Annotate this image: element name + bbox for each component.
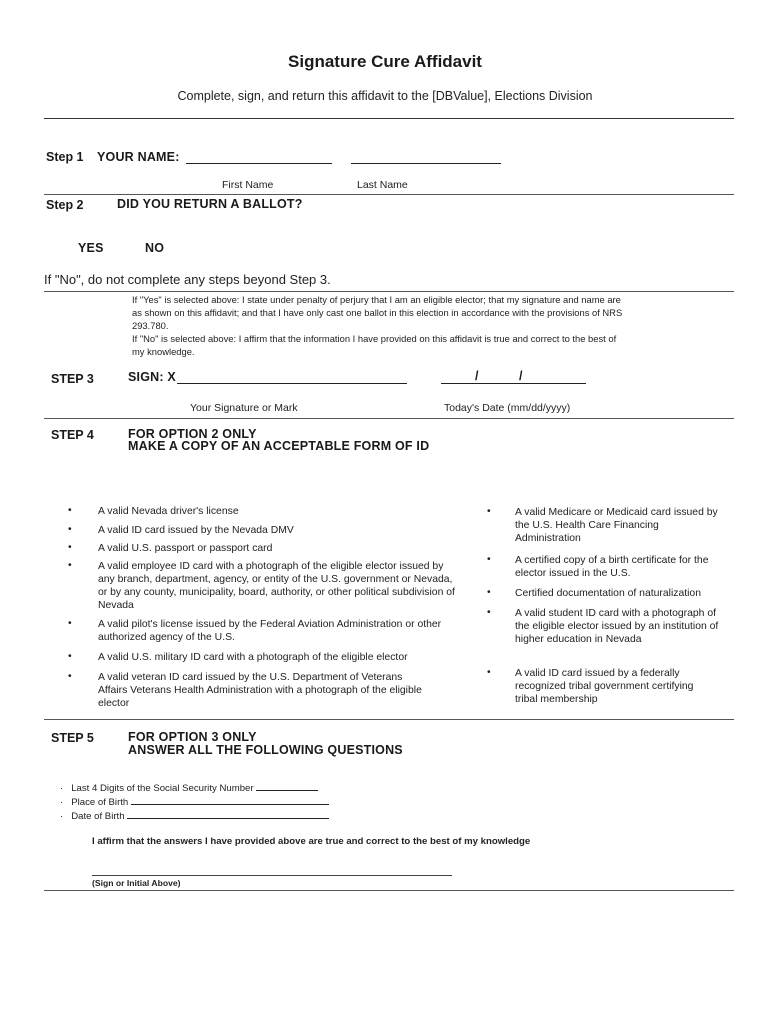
- first-name-label: First Name: [222, 179, 274, 191]
- step5-label: STEP 5: [51, 731, 94, 745]
- question-marker: ·: [60, 811, 64, 822]
- question-marker: ·: [60, 783, 64, 794]
- step2-note: If "No", do not complete any steps beyond Step 3.: [44, 272, 331, 287]
- page-subtitle: Complete, sign, and return this affidavit to the [DBValue], Elections Division: [177, 89, 593, 103]
- question-birthdate: · Date of Birth: [60, 808, 329, 822]
- bullet-icon: •: [487, 587, 491, 598]
- bullet-icon: •: [68, 651, 72, 662]
- last-name-label: Last Name: [357, 179, 408, 191]
- fine-print-line: 293.780.: [132, 320, 169, 331]
- step1-heading: YOUR NAME:: [97, 150, 180, 164]
- bullet-icon: •: [487, 607, 491, 618]
- yes-option[interactable]: YES: [78, 241, 104, 255]
- question-birthplace: · Place of Birth: [60, 794, 329, 808]
- step2-label: Step 2: [46, 198, 84, 212]
- last-name-field[interactable]: [351, 163, 501, 164]
- divider: [44, 890, 734, 891]
- step5-heading-line: ANSWER ALL THE FOLLOWING QUESTIONS: [128, 743, 403, 757]
- bullet-icon: •: [68, 560, 72, 571]
- fine-print: [132, 293, 622, 358]
- fine-print-line: as shown on this affidavit; and that I have only cast one ballot in this election in accordance with the provisions of NRS: [132, 307, 623, 318]
- step4-label: STEP 4: [51, 428, 94, 442]
- step5-heading: [128, 731, 403, 757]
- sign-label: (Sign or Initial Above): [92, 878, 181, 888]
- bullet-icon: •: [68, 542, 72, 553]
- bullet-icon: •: [487, 554, 491, 565]
- bullet-icon: •: [68, 671, 72, 682]
- divider: [44, 194, 734, 195]
- fine-print-line: If "No" is selected above: I affirm that the information I have provided on this affidavit is true and correct to the best of: [132, 333, 617, 344]
- signature-label: Your Signature or Mark: [190, 402, 298, 414]
- no-option[interactable]: NO: [145, 241, 165, 255]
- fine-print-line: my knowledge.: [132, 346, 195, 357]
- question-marker: ·: [60, 797, 64, 808]
- step2-heading: DID YOU RETURN A BALLOT?: [117, 197, 303, 211]
- step4-heading: [128, 428, 429, 452]
- signature-field[interactable]: [177, 383, 407, 384]
- question-ssn: · Last 4 Digits of the Social Security Number: [60, 780, 318, 794]
- date-slash: /: [519, 369, 523, 383]
- divider: [44, 418, 734, 419]
- date-label: Today's Date (mm/dd/yyyy): [444, 402, 571, 414]
- bullet-icon: •: [487, 506, 491, 517]
- birthplace-field[interactable]: [131, 794, 329, 805]
- bullet-icon: •: [68, 618, 72, 629]
- first-name-field[interactable]: [186, 163, 332, 164]
- page-title: Signature Cure Affidavit: [288, 52, 482, 71]
- divider: [44, 719, 734, 720]
- fine-print-line: If "Yes" is selected above: I state under penalty of perjury that I am an eligible elector; that my signature and name are: [132, 294, 621, 305]
- divider: [44, 291, 734, 292]
- id-list-right: • A valid Medicare or Medicaid card issued by the U.S. Health Care Financing Administration • A certified copy of a birth certificate for the elector issued in the U.S. • Certified documentation of naturalization • A valid student ID card with a photograph of the eligible elector issued by an institution of higher education in Nevada • A valid ID card issued by a federally recognized tribal government certifying tribal membership: [487, 506, 719, 705]
- step4-heading-line: FOR OPTION 2 ONLY: [128, 427, 257, 441]
- date-slash: /: [475, 369, 479, 383]
- step1-label: Step 1: [46, 150, 84, 164]
- step4-heading-line: MAKE A COPY OF AN ACCEPTABLE FORM OF ID: [128, 439, 430, 453]
- ssn-field[interactable]: [256, 780, 318, 791]
- bullet-icon: •: [68, 524, 72, 535]
- date-field[interactable]: [441, 383, 586, 384]
- divider: [44, 118, 734, 119]
- step5-heading-line: FOR OPTION 3 ONLY: [128, 730, 257, 744]
- bullet-icon: •: [487, 667, 491, 678]
- step3-label: STEP 3: [51, 372, 94, 386]
- birthdate-field[interactable]: [127, 808, 329, 819]
- initial-field[interactable]: [92, 875, 452, 876]
- bullet-icon: •: [68, 505, 72, 516]
- step3-heading: SIGN: X: [128, 370, 176, 384]
- affirm-text: I affirm that the answers I have provided above are true and correct to the best of my knowledge: [92, 836, 531, 847]
- id-list-left: • A valid Nevada driver's license • A valid ID card issued by the Nevada DMV • A valid U.S. passport or passport card • A valid employee ID card with a photograph of the eligible elector issued by any branch, department, agency, or entity of the U.S. government or Nevada, or by any county, municipality, board, authority, or other political subdivision of Nevada • A valid pilot's license issued by the Federal Aviation Administration or other authorized agency of the U.S. • A valid U.S. military ID card with a photograph of the eligible elector • A valid veteran ID card issued by the U.S. Department of Veterans Affairs Veterans Health Administration with a photograph of the eligible elector: [68, 505, 455, 709]
